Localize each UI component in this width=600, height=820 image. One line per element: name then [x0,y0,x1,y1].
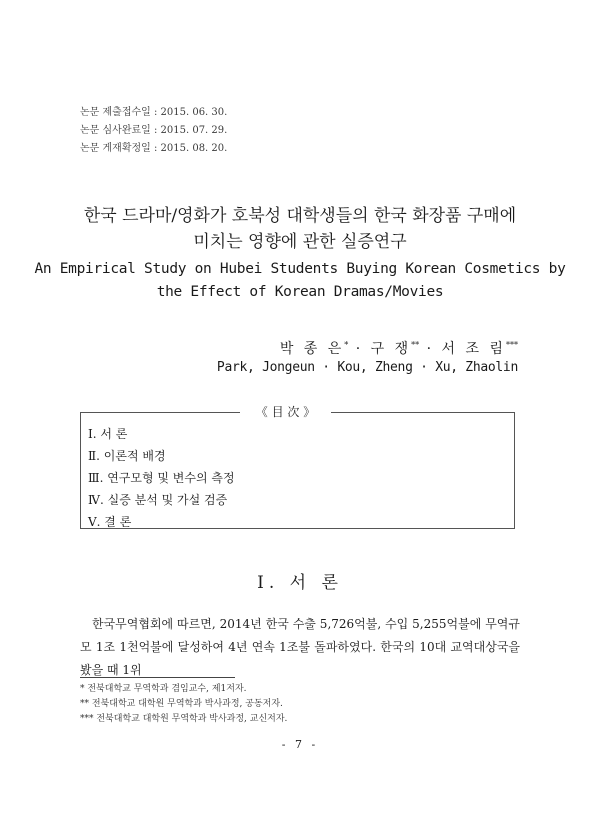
section-heading: Ⅰ. 서 론 [257,573,343,593]
toc-item: Ⅰ. 서 론 [88,427,128,441]
author-separator: · [426,341,435,357]
author-mark: *** [506,340,518,350]
date-submitted: 논문 제출접수일 : 2015. 06. 30. [80,107,228,118]
author-separator: · [355,341,364,357]
author-name: 박 종 은 [279,341,345,357]
footnote: ** 전북대학교 대학원 무역학과 박사과정, 공동저자. [80,699,283,709]
footnote: * 전북대학교 무역학과 겸임교수, 제1저자. [80,684,247,694]
author-name: 구 쟁 [370,341,412,357]
title-korean-line-2: 미치는 영향에 관한 실증연구 [193,232,407,252]
submission-dates [80,104,227,158]
footnotes [80,682,287,727]
toc-item: Ⅳ. 실증 분석 및 가설 검증 [88,493,228,507]
author-mark: * [344,340,349,350]
date-accepted: 논문 게재확정일 : 2015. 08. 20. [80,143,228,154]
toc-list [88,423,235,533]
footnote-rule [80,677,235,678]
page-number: - 7 - [281,738,319,751]
authors-english: Park, Jongeun · Kou, Zheng · Xu, Zhaolin [216,360,518,375]
footnote: *** 전북대학교 대학원 무역학과 박사과정, 교신저자. [80,714,288,724]
author-name: 서 조 림 [441,341,506,357]
title-korean-line-1: 한국 드라마/영화가 호북성 대학생들의 한국 화장품 구매에 [83,206,517,226]
body-paragraph: 한국무역협회에 따르면, 2014년 한국 수출 5,726억불, 수입 5,255억불에 무역규모 1조 1천억불에 달성하여 4년 연속 1조불 돌파하였다. 한국의 10대 교역대상국을 봤을 때 1위 [80,617,520,677]
toc-item: Ⅴ. 결 론 [88,515,132,529]
toc-item: Ⅲ. 연구모형 및 변수의 측정 [88,471,235,485]
authors-korean [280,338,518,358]
toc-item: Ⅱ. 이론적 배경 [88,449,166,463]
date-reviewed: 논문 심사완료일 : 2015. 07. 29. [80,125,228,136]
body-text [80,613,520,682]
toc-title: 《 目 次 》 [255,405,316,419]
title-english-line-1: An Empirical Study on Hubei Students Buying Korean Cosmetics by [34,261,566,277]
author-mark: ** [411,340,420,350]
title-english-line-2: the Effect of Korean Dramas/Movies [156,284,444,300]
